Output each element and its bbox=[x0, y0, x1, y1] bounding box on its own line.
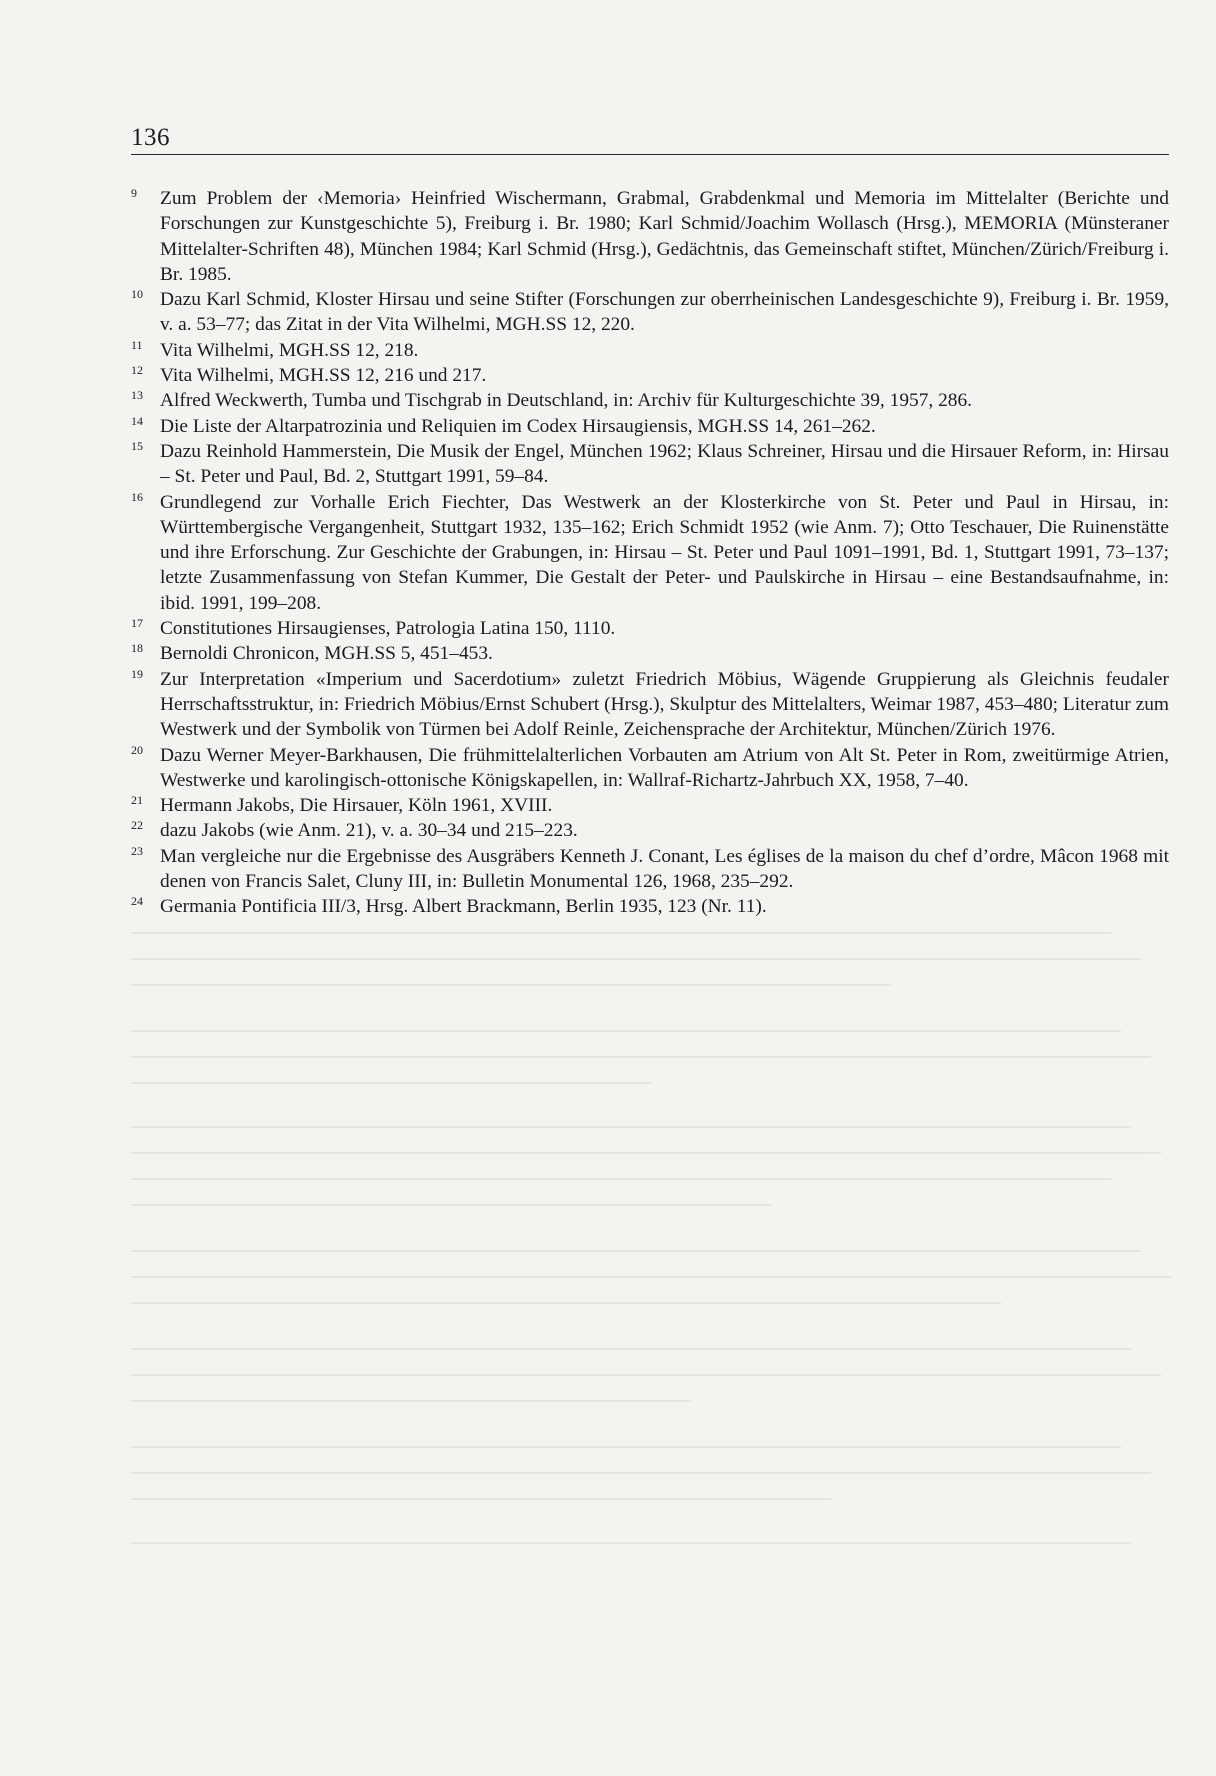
footnote bbox=[131, 818, 1169, 843]
footnote bbox=[131, 338, 1169, 363]
footnote-text: Dazu Werner Meyer-Barkhausen, Die frühmittelalterlichen Vorbauten am Atrium von Alt St. Peter in Rom, zweitürmige Atrien, Westwerke und karolingisch-ottonische Königskapellen, in: Wallraf-Richartz-Jahrbuch XX, 1958, 7–40. bbox=[160, 744, 1169, 791]
footnote-number: 9 bbox=[131, 186, 137, 200]
footnote-text: Hermann Jakobs, Die Hirsauer, Köln 1961, XVIII. bbox=[160, 795, 553, 817]
footnote-text: Vita Wilhelmi, MGH.SS 12, 216 und 217. bbox=[160, 365, 487, 387]
footnote-number: 12 bbox=[131, 363, 143, 378]
footnote bbox=[131, 844, 1169, 895]
footnote-text: Zum Problem der ‹Memoria› Heinfried Wischermann, Grabmal, Grabdenkmal und Memoria im Mittelalter (Berichte und Forschungen zur Kunstgeschichte 5), Freiburg i. Br. 1980; Karl Schmid/Joachim Wollasch (Hrsg.), MEMORIA (Münsteraner Mittelalter-Schriften 48), München 1984; Karl Schmid (Hrsg.), Gedächtnis, das Gemeinschaft stiftet, München/Zürich/Freiburg i. Br. 1985. bbox=[160, 188, 1169, 285]
footnote-number: 23 bbox=[131, 843, 143, 858]
footnote-number: 19 bbox=[131, 666, 143, 681]
footnote bbox=[131, 388, 1169, 413]
footnotes-list bbox=[131, 186, 1169, 920]
footnote-number: 17 bbox=[131, 616, 143, 631]
footnote bbox=[131, 414, 1169, 439]
footnote-text: Bernoldi Chronicon, MGH.SS 5, 451–453. bbox=[160, 643, 493, 665]
footnote-text: Zur Interpretation «Imperium und Sacerdotium» zuletzt Friedrich Möbius, Wägende Gruppierung als Gleichnis feudaler Herrschaftsstruktur, in: Friedrich Möbius/Ernst Schubert (Hrsg.), Skulptur des Mittelalters, Weimar 1987, 453–480; Literatur zum Westwerk und der Symbolik von Türmen bei Adolf Reinle, Zeichensprache der Architektur, München/Zürich 1976. bbox=[160, 668, 1169, 741]
footnote-number: 24 bbox=[131, 894, 143, 909]
footnote-text: Dazu Reinhold Hammerstein, Die Musik der Engel, München 1962; Klaus Schreiner, Hirsau und die Hirsauer Reform, in: Hirsau – St. Peter und Paul, Bd. 2, Stuttgart 1991, 59–84. bbox=[160, 440, 1169, 488]
footnote-text: Germania Pontificia III/3, Hrsg. Albert Brackmann, Berlin 1935, 123 (Nr. 11). bbox=[160, 896, 767, 918]
footnote-text: Man vergleiche nur die Ergebnisse des Ausgräbers Kenneth J. Conant, Les églises de la maison du chef d’ordre, Mâcon 1968 mit denen von Francis Salet, Cluny III, in: Bulletin Monumental 126, 1968, 235–292. bbox=[160, 845, 1169, 893]
footnote bbox=[131, 743, 1169, 794]
footnote-number: 16 bbox=[131, 489, 143, 504]
footnote-number: 10 bbox=[131, 287, 143, 302]
footnote-number: 14 bbox=[131, 413, 143, 428]
page-number: 136 bbox=[131, 124, 170, 151]
bleed-through-texture bbox=[131, 920, 1181, 1560]
footnote bbox=[131, 439, 1169, 490]
footnote bbox=[131, 186, 1169, 287]
footnote bbox=[131, 894, 1169, 919]
footnote bbox=[131, 287, 1169, 338]
footnote-number: 22 bbox=[131, 818, 143, 833]
footnote-number: 20 bbox=[131, 742, 143, 757]
footnote-number: 18 bbox=[131, 641, 143, 656]
footnote-text: Constitutiones Hirsaugienses, Patrologia Latina 150, 1110. bbox=[160, 618, 616, 640]
footnote bbox=[131, 667, 1169, 743]
footnote-text: Vita Wilhelmi, MGH.SS 12, 218. bbox=[160, 339, 419, 361]
footnote-text: Dazu Karl Schmid, Kloster Hirsau und seine Stifter (Forschungen zur oberrheinischen Landesgeschichte 9), Freiburg i. Br. 1959, v. a. 53–77; das Zitat in der Vita Wilhelmi, MGH.SS 12, 220. bbox=[160, 289, 1169, 336]
footnote-text: dazu Jakobs (wie Anm. 21), v. a. 30–34 und 215–223. bbox=[160, 820, 578, 842]
footnote-number: 13 bbox=[131, 388, 143, 403]
footnote-text: Die Liste der Altarpatrozinia und Reliquien im Codex Hirsaugiensis, MGH.SS 14, 261–262. bbox=[160, 415, 876, 437]
footnote-number: 15 bbox=[131, 438, 143, 453]
header-rule bbox=[131, 154, 1169, 155]
footnote bbox=[131, 363, 1169, 388]
footnote-text: Alfred Weckwerth, Tumba und Tischgrab in Deutschland, in: Archiv für Kulturgeschichte 39, 1957, 286. bbox=[160, 390, 973, 412]
footnote bbox=[131, 616, 1169, 641]
footnote bbox=[131, 490, 1169, 616]
footnote-number: 21 bbox=[131, 793, 143, 808]
footnote-number: 11 bbox=[131, 337, 143, 352]
footnote bbox=[131, 793, 1169, 818]
footnote-text: Grundlegend zur Vorhalle Erich Fiechter, Das Westwerk an der Klosterkirche von St. Peter und Paul in Hirsau, in: Württembergische Vergangenheit, Stuttgart 1932, 135–162; Erich Schmidt 1952 (wie Anm. 7); Otto Teschauer, Die Ruinenstätte und ihre Erforschung. Zur Geschichte der Grabungen, in: Hirsau – St. Peter und Paul 1091–1991, Bd. 1, Stuttgart 1991, 73–137; letzte Zusammenfassung von Stefan Kummer, Die Gestalt der Peter- und Paulskirche in Hirsau – eine Bestandsaufnahme, in: ibid. 1991, 199–208. bbox=[160, 491, 1169, 614]
footnote bbox=[131, 641, 1169, 666]
